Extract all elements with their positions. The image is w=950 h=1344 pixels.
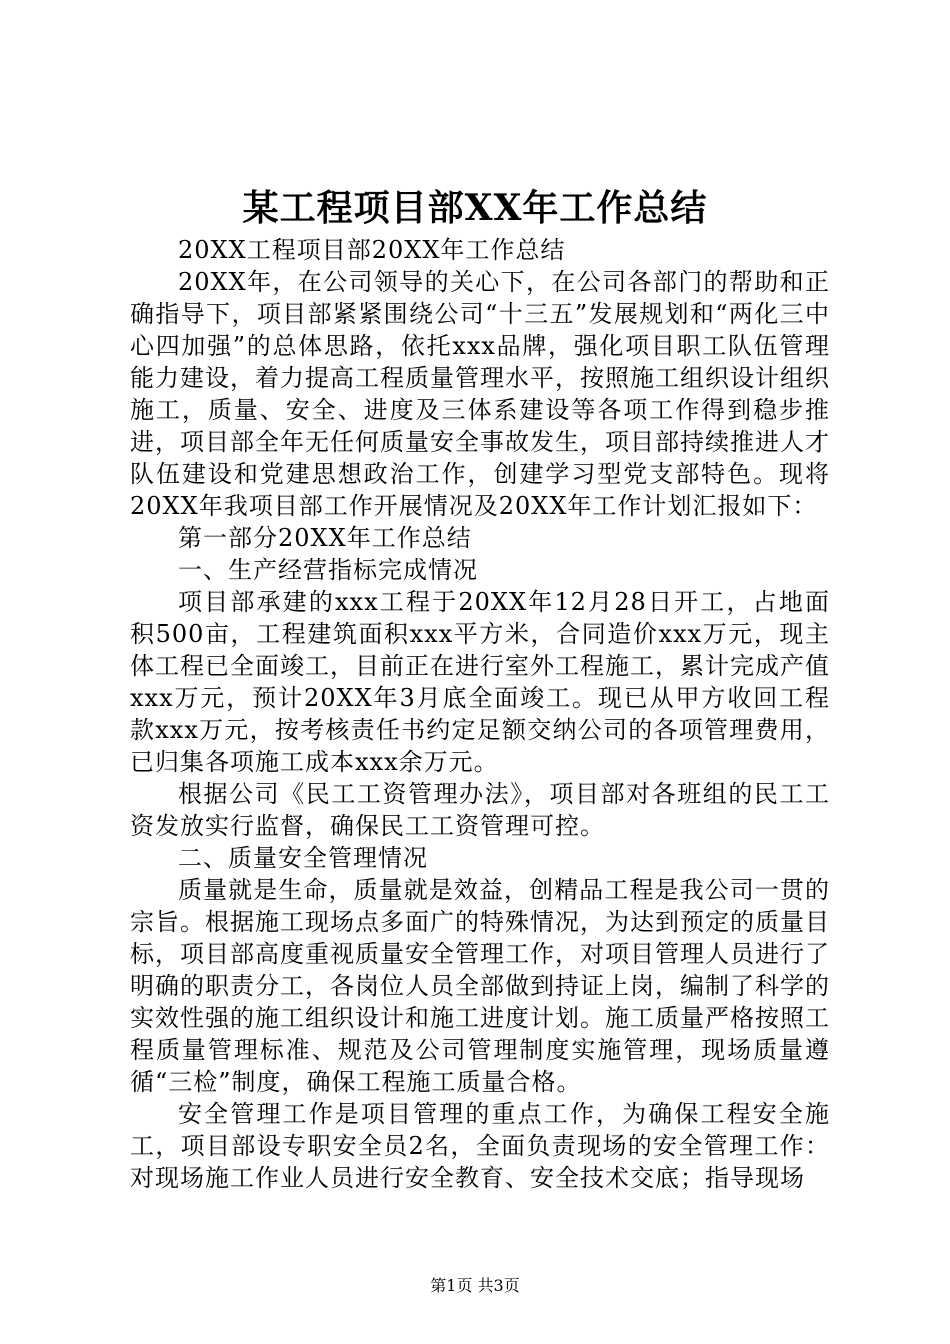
section-one-heading: 一、生产经营指标完成情况 (178, 556, 478, 584)
subtitle-paragraph: 20XX工程项目部20XX年工作总结 (178, 236, 566, 264)
page-footer: 第1页 共3页 (430, 1276, 520, 1295)
production-paragraph: 项目部承建的xxx工程于20XX年12月28日开工，占地面积500亩，工程建筑面积xxx平方米，合同造价xxx万元，现主体工程已全面竣工，目前正在进行室外工程施工，累计完成产值xxx万元，预计20XX年3月底全面竣工。现已从甲方收回工程款xxx万元，按考核责任书约定足额交纳公司的各项管理费用，已归集各项施工成本xxx余万元。 (130, 588, 830, 776)
safety-paragraph: 安全管理工作是项目管理的重点工作，为确保工程安全施工，项目部设专职安全员2名，全面负责现场的安全管理工作：对现场施工作业人员进行安全教育、安全技术交底；指导现场 (130, 1100, 830, 1192)
document-body (130, 234, 830, 1194)
part-one-heading: 第一部分20XX年工作总结 (178, 524, 472, 552)
wage-paragraph: 根据公司《民工工资管理办法》，项目部对各班组的民工工资发放实行监督，确保民工工资管理可控。 (130, 780, 830, 840)
quality-paragraph: 质量就是生命，质量就是效益，创精品工程是我公司一贯的宗旨。根据施工现场点多面广的特殊情况，为达到预定的质量目标，项目部高度重视质量安全管理工作，对项目管理人员进行了明确的职责分工，各岗位人员全部做到持证上岗，编制了科学的实效性强的施工组织设计和施工进度计划。施工质量严格按照工程质量管理标准、规范及公司管理制度实施管理，现场质量遵循“三检”制度，确保工程施工质量合格。 (130, 876, 830, 1096)
document-title: 某工程项目部XX年工作总结 (242, 187, 708, 229)
intro-paragraph: 20XX年，在公司领导的关心下，在公司各部门的帮助和正确指导下，项目部紧紧围绕公司“十三五”发展规划和“两化三中心四加强”的总体思路，依托xxx品牌，强化项目职工队伍管理能力建设，着力提高工程质量管理水平，按照施工组织设计组织施工，质量、安全、进度及三体系建设等各项工作得到稳步推进，项目部全年无任何质量安全事故发生，项目部持续推进人才队伍建设和党建思想政治工作，创建学习型党支部特色。现将20XX年我项目部工作开展情况及20XX年工作计划汇报如下： (130, 268, 830, 520)
section-two-heading: 二、质量安全管理情况 (178, 844, 428, 872)
